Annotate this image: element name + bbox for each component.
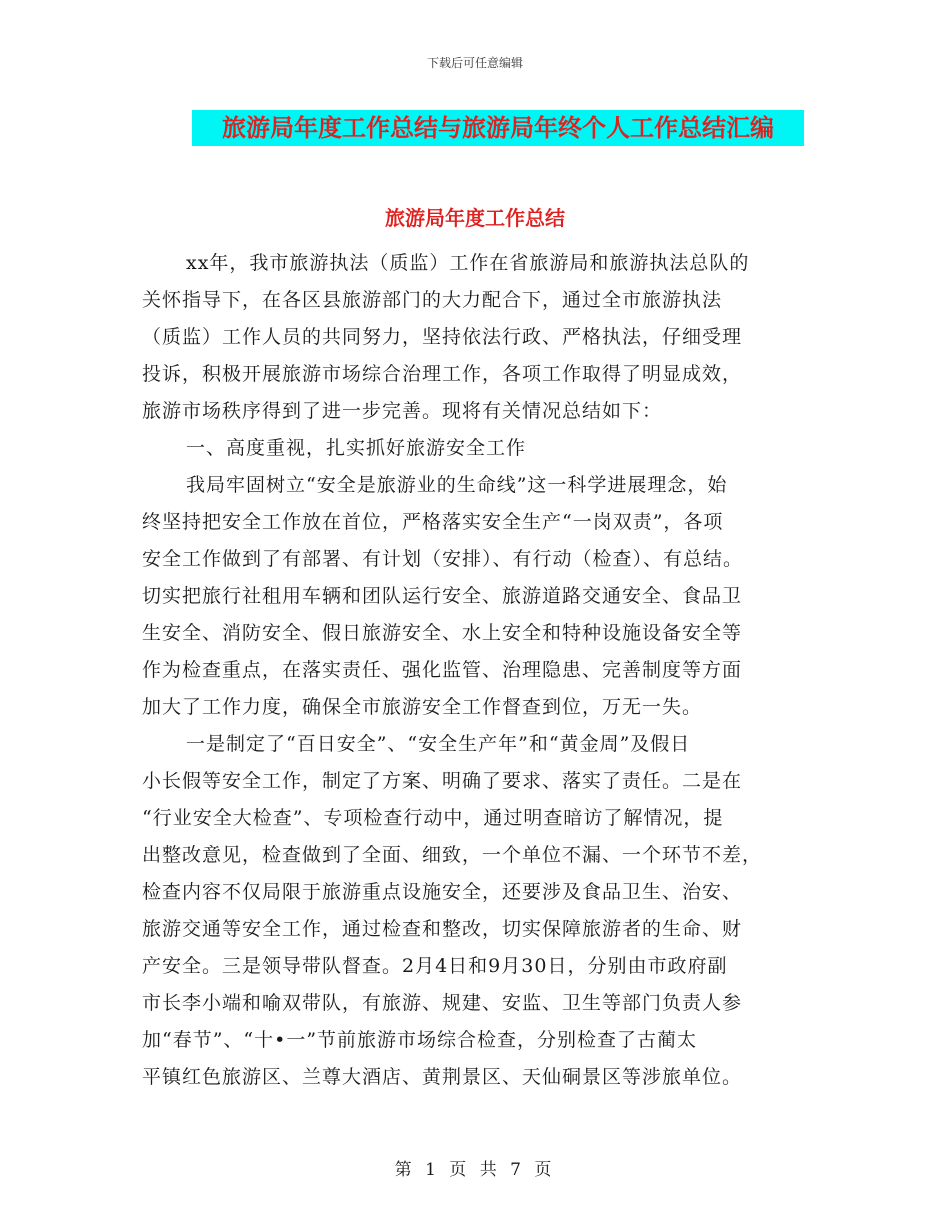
text-line: 关怀指导下，在各区县旅游部门的大力配合下，通过全市旅游执法 (142, 289, 723, 311)
text-line: xx年，我市旅游执法（质监）工作在省旅游局和旅游执法总队的 (186, 252, 750, 274)
text-line: （质监）工作人员的共同努力，坚持依法行政、严格执法，仔细受理 (142, 326, 743, 348)
text-line: 检查内容不仅局限于旅游重点设施安全，还要涉及食品卫生、治安、 (142, 881, 743, 903)
doc-title-highlight (192, 110, 804, 146)
text-line: 终坚持把安全工作放在首位，严格落实安全生产“一岗双责”，各项 (142, 511, 724, 533)
doc-title: 旅游局年度工作总结与旅游局年终个人工作总结汇编 (222, 114, 774, 142)
text-line: 加“春节”、“十•一”节前旅游市场综合检查，分别检查了古蔺太 (142, 1029, 698, 1051)
text-line: 安全工作做到了有部署、有计划（安排）、有行动（检查）、有总结。 (142, 548, 744, 570)
section-heading: 一、高度重视，扎实抓好旅游安全工作 (186, 437, 527, 459)
text-line: 出整改意见，检查做到了全面、细致，一个单位不漏、一个环节不差， (142, 844, 763, 866)
document-body (142, 245, 810, 1096)
text-line: 旅游市场秩序得到了进一步完善。现将有关情况总结如下： (142, 400, 663, 422)
text-line: “行业安全大检查”、专项检查行动中，通过明查暗访了解情况，提 (142, 807, 724, 829)
text-line: 我局牢固树立“安全是旅游业的生命线”这一科学进展理念，始 (186, 474, 728, 496)
text-line: 产安全。三是领导带队督查。2月4日和9月30日，分别由市政府副 (142, 955, 728, 977)
text-line: 一是制定了“百日安全”、“安全生产年”和“黄金周”及假日 (186, 733, 691, 755)
text-line: 平镇红色旅游区、兰尊大酒店、黄荆景区、天仙硐景区等涉旅单位。 (142, 1066, 743, 1088)
text-line: 小长假等安全工作，制定了方案、明确了要求、落实了责任。二是在 (142, 770, 743, 792)
text-line: 生安全、消防安全、假日旅游安全、水上安全和特种设施设备安全等 (142, 622, 743, 644)
text-line: 旅游交通等安全工作，通过检查和整改，切实保障旅游者的生命、财 (142, 918, 743, 940)
text-line: 投诉，积极开展旅游市场综合治理工作，各项工作取得了明显成效， (142, 363, 743, 385)
text-line: 切实把旅行社租用车辆和团队运行安全、旅游道路交通安全、食品卫 (142, 585, 743, 607)
text-line: 作为检查重点，在落实责任、强化监管、治理隐患、完善制度等方面 (142, 659, 743, 681)
section-title: 旅游局年度工作总结 (385, 206, 565, 230)
text-line: 加大了工作力度，确保全市旅游安全工作督查到位，万无一失。 (142, 696, 703, 718)
page-footer: 第 1 页 共 7 页 (394, 1160, 556, 1180)
header-note: 下载后可任意编辑 (426, 56, 523, 70)
text-line: 市长李小端和喻双带队，有旅游、规建、安监、卫生等部门负责人参 (142, 992, 743, 1014)
